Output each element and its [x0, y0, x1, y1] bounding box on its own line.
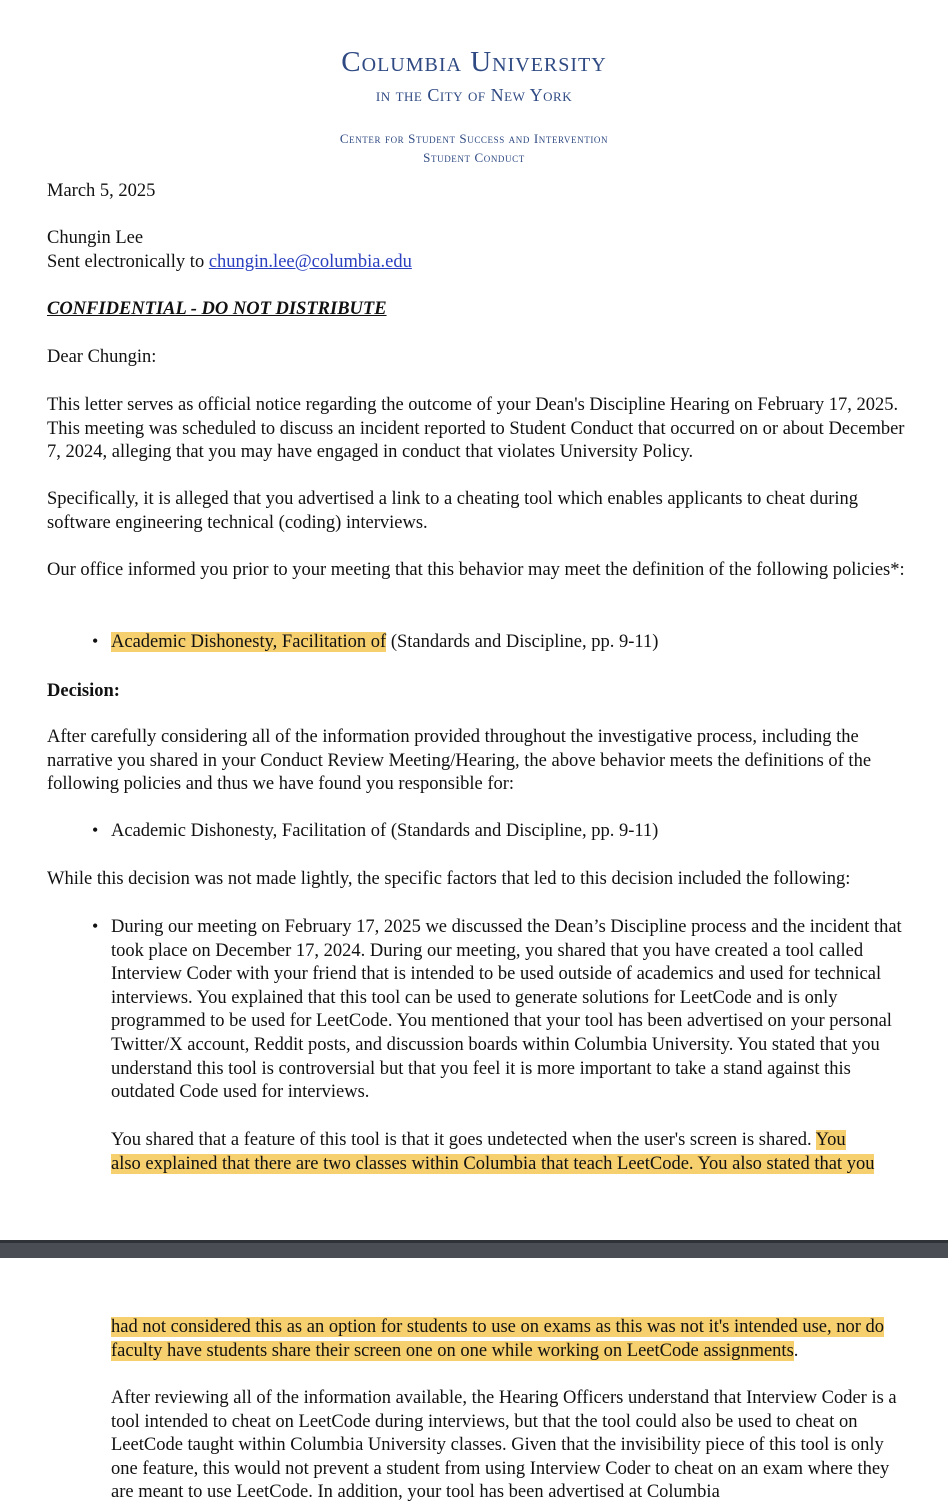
bullet-icon: •: [92, 916, 99, 936]
policy-item-found: Academic Dishonesty, Facilitation of (Standards and Discipline, pp. 9-11): [111, 821, 659, 841]
factor-plain-text: You shared that a feature of this tool is that it goes undetected when the user's screen is shared.: [111, 1130, 816, 1150]
letter-date: March 5, 2025: [47, 181, 156, 201]
delivery-prefix: Sent electronically to: [47, 252, 209, 272]
highlighted-text: You: [815, 1130, 846, 1150]
paragraph-hearing-officers: After reviewing all of the information available, the Hearing Officers understand that Interview Coder is a tool intended to cheat on LeetCode during interviews, but that the tool could also be used to cheat on LeetCode taught within Columbia University classes. Given that the invisibility piece of this tool is only one feature, this would not prevent a student from using Interview Coder to cheat on an exam where they are meant to use LeetCode. In addition, your tool has been advertised at Columbia: [111, 1388, 897, 1503]
university-name: Columbia University: [341, 46, 607, 78]
paragraph-allegation: Specifically, it is alleged that you advertised a link to a cheating tool which enables applicants to cheat during software engineering technical (coding) interviews.: [47, 489, 859, 533]
page-break-divider: [0, 1240, 948, 1258]
recipient-email-link[interactable]: chungin.lee@columbia.edu: [208, 252, 412, 272]
highlighted-text: also explained that there are two classes within Columbia that teach LeetCode. You also stated that you: [111, 1153, 875, 1174]
recipient-delivery: [47, 251, 907, 275]
salutation: Dear Chungin:: [47, 347, 157, 367]
recipient-name: Chungin Lee: [47, 228, 144, 248]
decision-heading: Decision:: [47, 681, 120, 701]
bullet-icon: •: [92, 631, 99, 651]
paragraph-notice: This letter serves as official notice regarding the outcome of your Dean's Discipline Hearing on February 17, 2025. This meeting was scheduled to discuss an incident reported to Student Conduct that occurred on or about December 7, 2024, alleging that you may have engaged in conduct that violates University Policy.: [47, 395, 905, 463]
factor-screen-sharing: [111, 1129, 903, 1176]
letter-page-2: [0, 1258, 948, 1503]
continued-paragraph: had not considered this as an option for students to use on exams as this was not it's intended use, nor do faculty have students share their screen one on one while working on LeetCode assignments.: [111, 1317, 885, 1361]
university-city: in the City of New York: [375, 85, 573, 105]
bullet-icon: •: [92, 820, 99, 840]
highlighted-policy: Academic Dishonesty, Facilitation of: [111, 632, 387, 652]
office-name: Center for Student Success and Intervention: [339, 131, 609, 146]
paragraph-decision: After carefully considering all of the information provided throughout the investigative process, including the narrative you shared in your Conduct Review Meeting/Hearing, the above behavior meets the definitions of the following policies and thus we have found you responsible for:: [47, 727, 872, 795]
policy-reference: (Standards and Discipline, pp. 9-11): [386, 632, 659, 652]
highlighted-text: had not considered this as an option for students to use on exams as this was not it's intended use, nor do faculty have students share their screen one on one while working on LeetCode assignments: [111, 1317, 885, 1361]
paragraph-factors-intro: While this decision was not made lightly, the specific factors that led to this decision included the following:: [47, 869, 851, 889]
policy-item-alleged: [111, 631, 903, 655]
confidential-notice: CONFIDENTIAL - DO NOT DISTRIBUTE: [47, 299, 387, 319]
office-subname: Student Conduct: [423, 150, 525, 165]
factor-meeting-summary: During our meeting on February 17, 2025 we discussed the Dean’s Discipline process and the incident that took place on December 17, 2024. During our meeting, you shared that you have created a tool called Interview Coder with your friend that is intended to be used outside of academics and used for technical interviews. You explained that this tool can be used to generate solutions for LeetCode and is only programmed to be used for LeetCode. You mentioned that your tool has been advertised on your personal Twitter/X account, Reddit posts, and discussion boards within Columbia University. You stated that you understand this tool is controversial but that you feel it is more important to take a stand against this outdated Code used for interviews.: [111, 917, 902, 1103]
paragraph-policies-intro: Our office informed you prior to your meeting that this behavior may meet the definition of the following policies*:: [47, 560, 905, 580]
